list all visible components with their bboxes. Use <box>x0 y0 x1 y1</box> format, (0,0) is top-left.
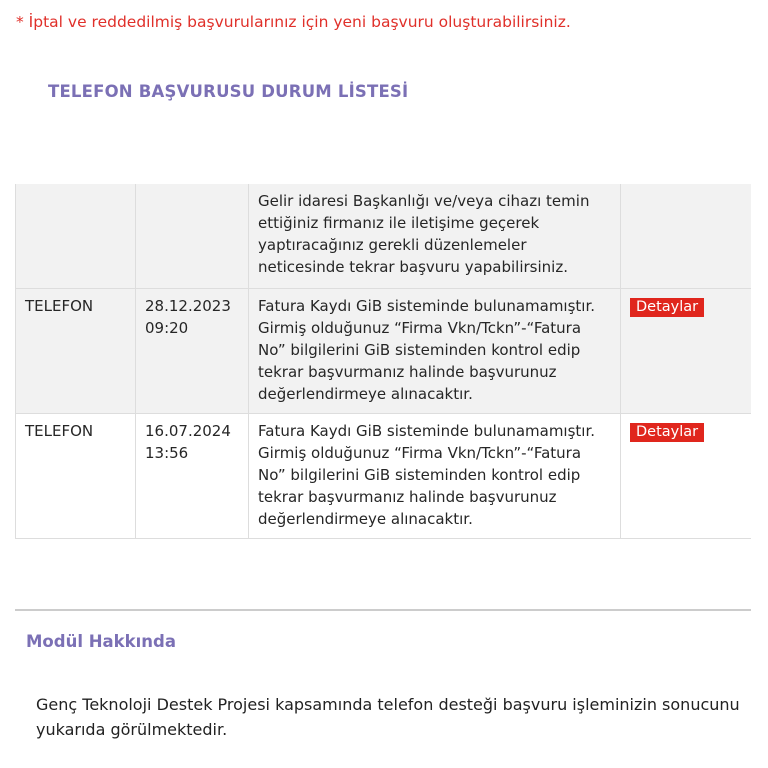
status-list-title: TELEFON BAŞVURUSU DURUM LİSTESİ <box>48 82 409 101</box>
description-cell: Fatura Kaydı GiB sisteminde bulunamamıştır. Girmiş olduğunuz “Firma Vkn/Tckn”-“Fatura No” bilgilerini GiB sisteminden kontrol edip tekrar başvurmanız halinde başvurunuz değerlendirmeye alınacaktır. <box>249 289 621 414</box>
cancel-reapply-notice: * İptal ve reddedilmiş başvurularınız için yeni başvuru oluşturabilirsiniz. <box>16 13 571 31</box>
status-table <box>15 184 751 539</box>
application-date: 16.07.2024 <box>145 422 231 440</box>
type-cell <box>16 184 136 289</box>
date-cell <box>136 289 249 414</box>
application-time: 13:56 <box>145 444 189 462</box>
description-cell: Gelir idaresi Başkanlığı ve/veya cihazı temin ettiğiniz firmanız ile iletişime geçerek yaptıracağınız gerekli düzenlemeler neticesinde tekrar başvuru yapabilirsiniz. <box>249 184 621 289</box>
about-module-text: Genç Teknoloji Destek Projesi kapsamında telefon desteği başvuru işleminizin sonucunu yukarıda görülmektedir. <box>36 695 740 739</box>
type-cell: TELEFON <box>16 414 136 539</box>
about-module-title: Modül Hakkında <box>26 632 176 651</box>
date-cell <box>136 184 249 289</box>
details-button[interactable]: Detaylar <box>630 298 704 317</box>
details-button[interactable]: Detaylar <box>630 423 704 442</box>
application-date: 28.12.2023 <box>145 297 231 315</box>
action-cell <box>621 184 752 289</box>
date-cell <box>136 414 249 539</box>
type-cell: TELEFON <box>16 289 136 414</box>
table-row <box>16 414 752 539</box>
application-time: 09:20 <box>145 319 189 337</box>
table-row <box>16 184 752 289</box>
action-cell <box>621 289 752 414</box>
table-row <box>16 289 752 414</box>
section-divider <box>15 609 751 611</box>
application-status-table <box>15 132 751 539</box>
description-cell: Fatura Kaydı GiB sisteminde bulunamamıştır. Girmiş olduğunuz “Firma Vkn/Tckn”-“Fatura No” bilgilerini GiB sisteminden kontrol edip tekrar başvurmanız halinde başvurunuz değerlendirmeye alınacaktır. <box>249 414 621 539</box>
action-cell <box>621 414 752 539</box>
